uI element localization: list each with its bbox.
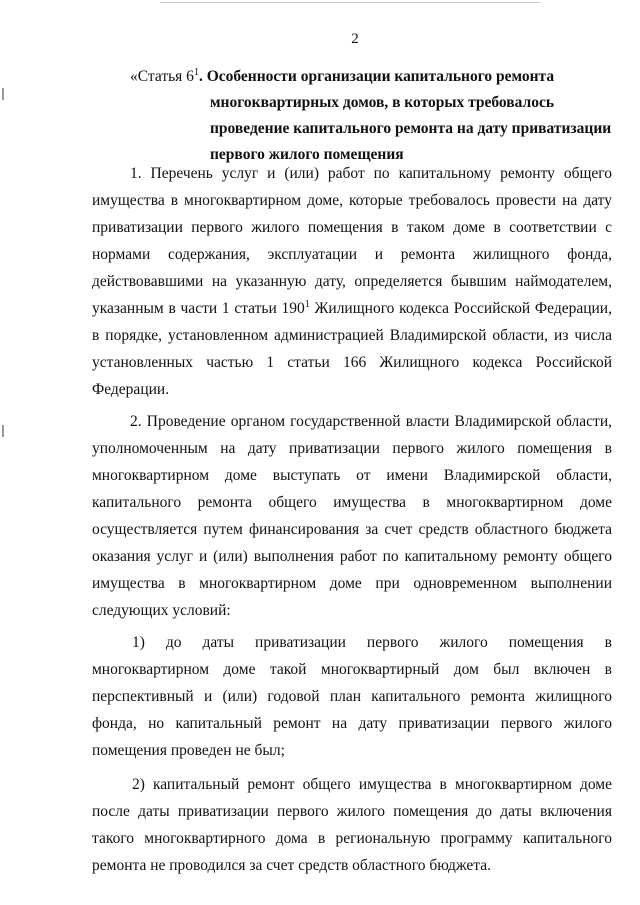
article-title-line-2: многоквартирных домов, в которых требовалось: [210, 94, 555, 111]
article-title-line-4: первого жилого помещения: [210, 146, 404, 163]
article-body: [92, 160, 612, 884]
condition-item-2: 2) капитальный ремонт общего имущества в многоквартирном доме после даты приватизации первого жилого помещения до даты включения такого многоквартирного дома в региональную программу капитального ремонта не проводился за счет средств областного бюджета.: [92, 776, 612, 874]
paragraph-2: 2. Проведение органом государственной власти Владимирской области, уполномоченным на дату приватизации первого жилого помещения в многоквартирном доме выступать от имени Владимирской области, капитального ремонта общего имущества в многоквартирном доме осуществляется путем финансирования за счет средств областного бюджета оказания услуг и (или) выполнения работ по капитальному ремонту общего имущества в многоквартирном доме при одновременном выполнении следующих условий:: [92, 413, 612, 619]
paragraph-1: [92, 160, 612, 403]
scan-margin-mark: [2, 88, 4, 100]
scan-top-edge-line: [160, 2, 540, 3]
article-heading: [130, 64, 610, 168]
scan-margin-mark: [2, 425, 4, 437]
condition-item-1: 1) до даты приватизации первого жилого помещения в многоквартирном доме такой многоквартирный дом был включен в перспективный и (или) годовой план капитального ремонта жилищного фонда, но капитальный ремонт на дату приватизации первого жилого помещения проведен не был;: [92, 634, 612, 759]
article-prefix: «Статья 6: [130, 68, 194, 85]
article-title-start: . Особенности организации капитального ремонта: [198, 68, 555, 85]
page-number: 2: [351, 31, 359, 47]
article-number-superscript: 1: [193, 66, 199, 78]
paragraph-1-text-end: Жилищного кодекса Российской Федерации, в порядке, установленном администрацией Владимирской области, из числа установленных частью 1 статьи 166 Жилищного кодекса Российской Федерации.: [92, 300, 612, 398]
paragraph-1-text-start: 1. Перечень услуг и (или) работ по капитальному ремонту общего имущества в многоквартирном доме, которые требовалось провести на дату приватизации первого жилого помещения в таком доме в соответствии с нормами содержания, эксплуатации и ремонта жилищного фонда, действовавшими на указанную дату, определяется бывшим наймодателем, указанным в части 1 статьи 190: [92, 165, 612, 317]
article-reference-superscript: 1: [304, 298, 310, 310]
article-title-line-3: проведение капитального ремонта на дату приватизации: [210, 120, 612, 137]
article-heading-first-line: [130, 64, 610, 90]
